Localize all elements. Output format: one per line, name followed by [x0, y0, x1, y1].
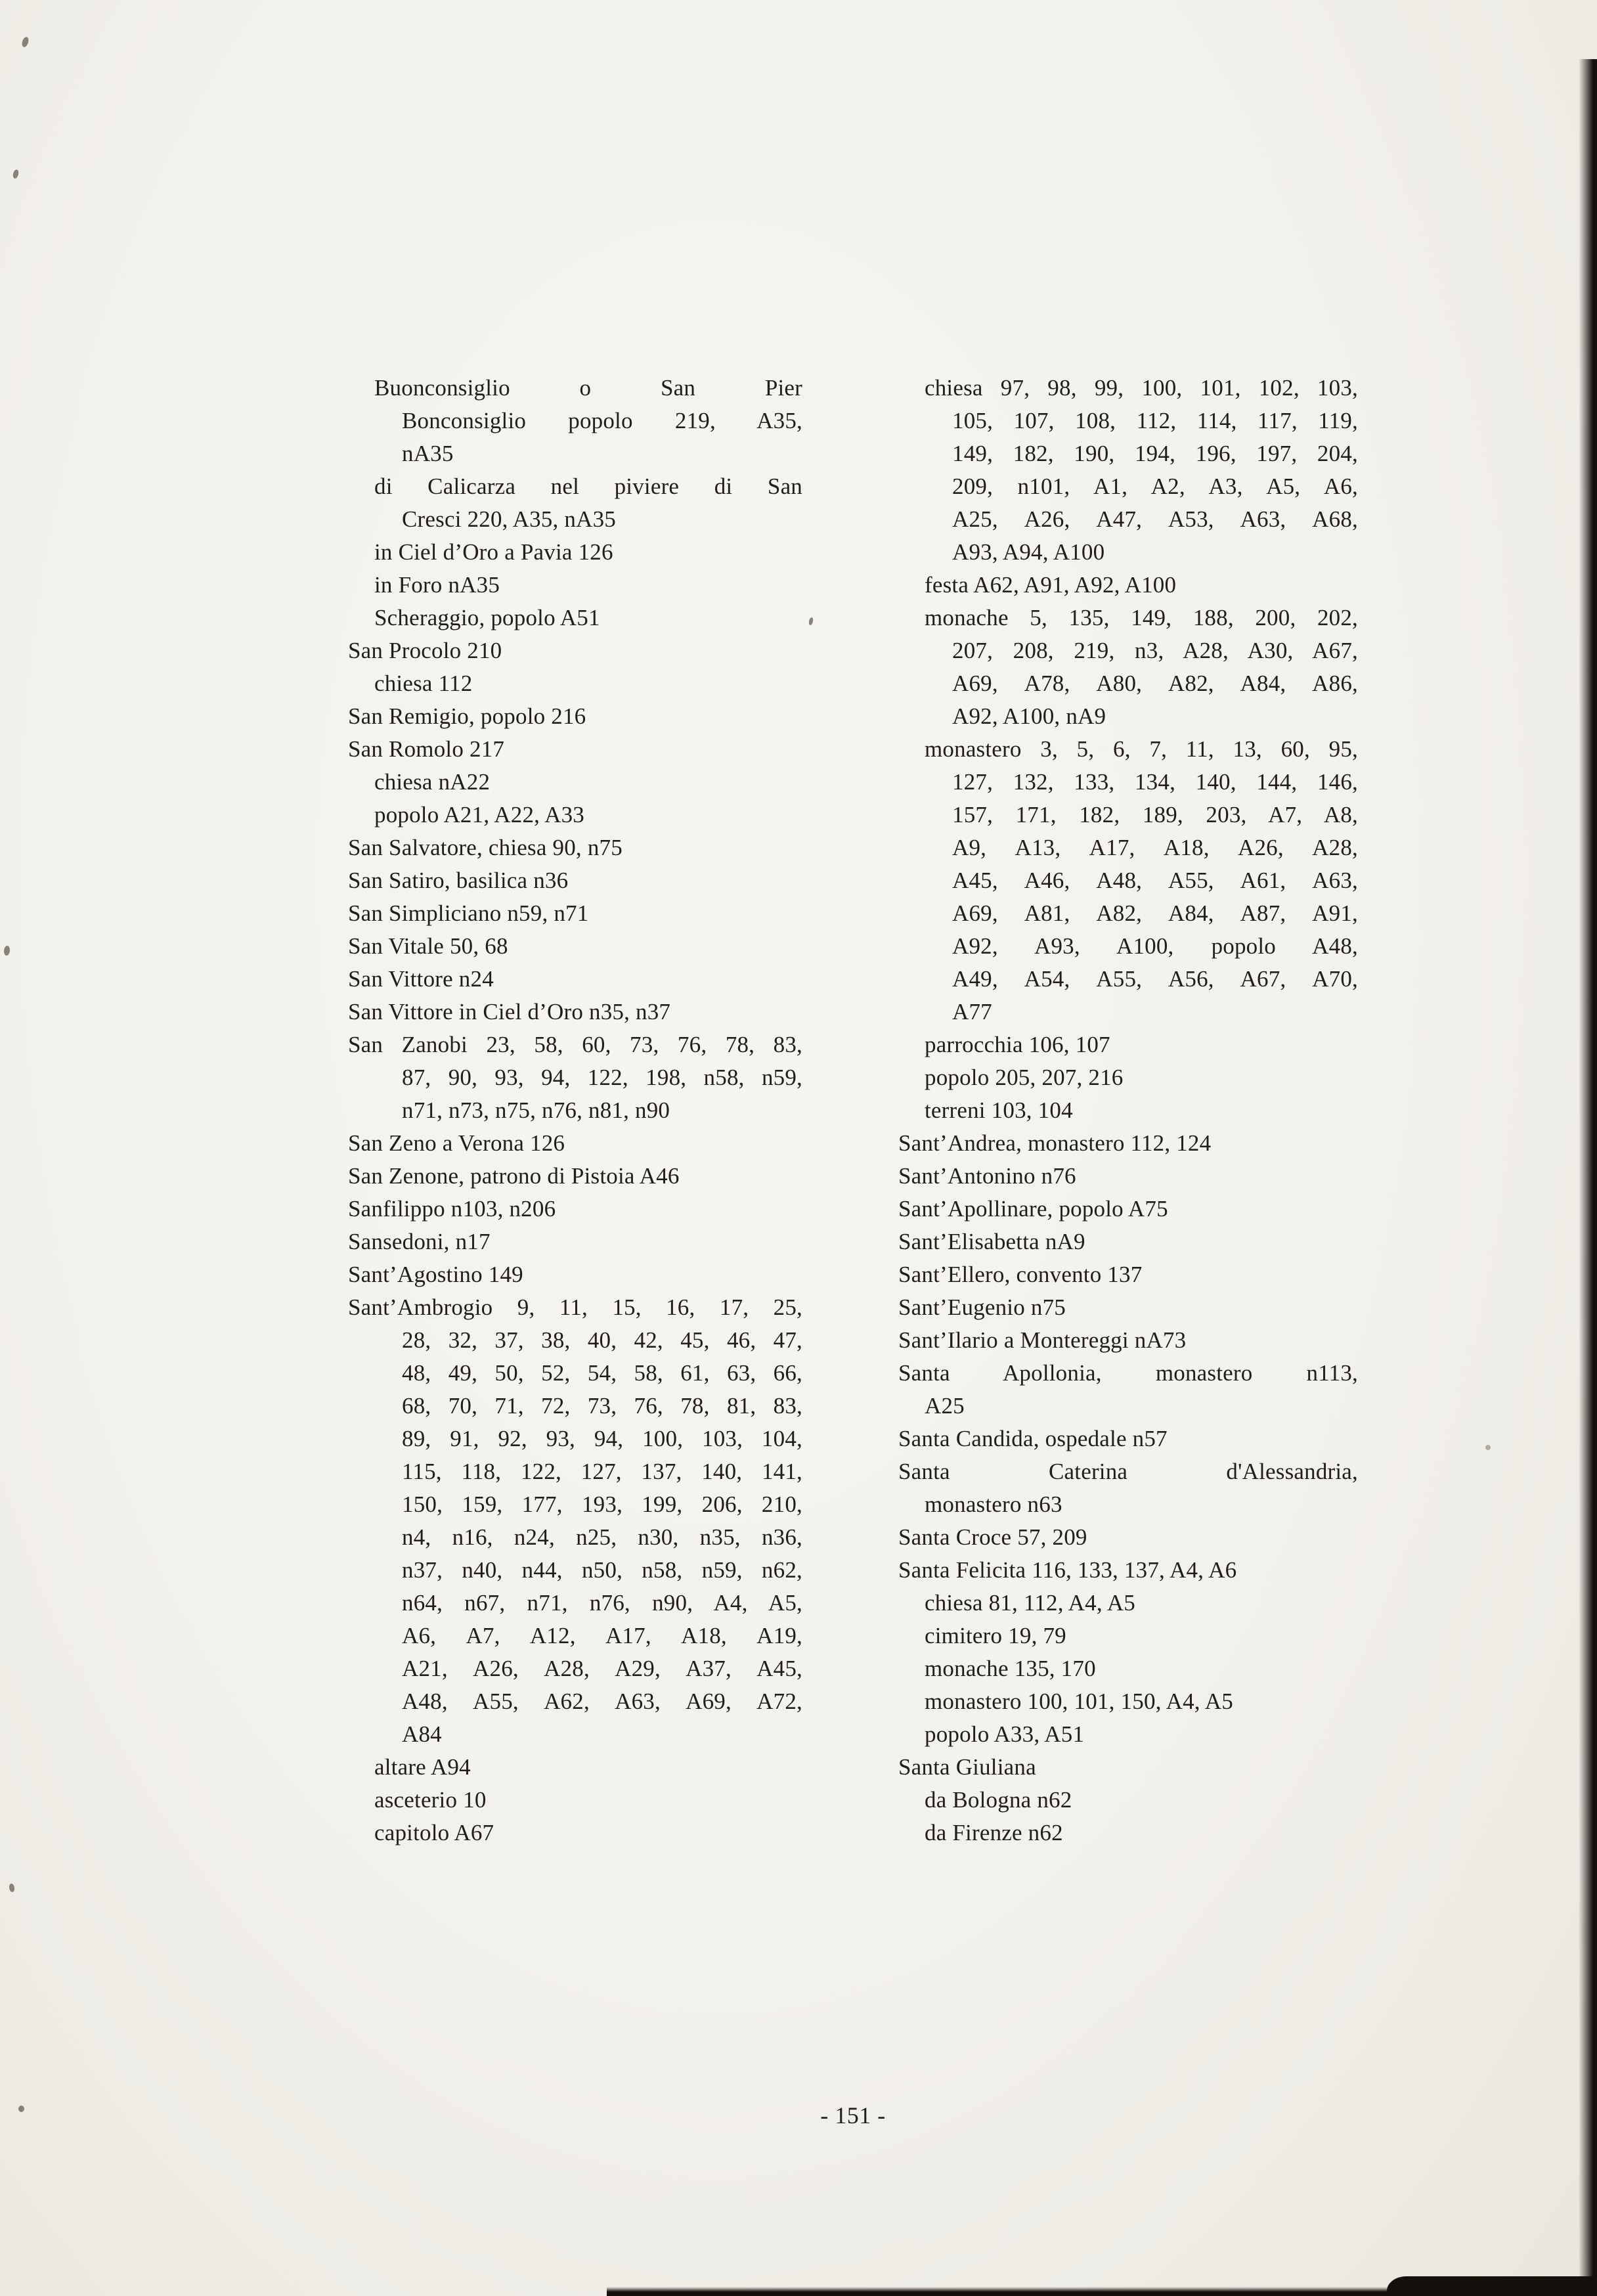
index-line: A84	[402, 1721, 442, 1747]
index-line: Scheraggio, popolo A51	[374, 605, 600, 630]
index-line: parrocchia 106, 107	[925, 1032, 1110, 1057]
index-line: San Simpliciano n59, n71	[348, 900, 589, 926]
index-line: A69, A81, A82, A84, A87, A91,	[952, 900, 1358, 926]
index-line: in Foro nA35	[374, 572, 500, 598]
index-line: Sant’Apollinare, popolo A75	[898, 1196, 1168, 1222]
index-line: festa A62, A91, A92, A100	[925, 572, 1177, 598]
index-line: Sanfilippo n103, n206	[348, 1196, 556, 1222]
index-line: 68, 70, 71, 72, 73, 76, 78, 81, 83,	[402, 1393, 802, 1419]
index-line: 207, 208, 219, n3, A28, A30, A67,	[952, 638, 1358, 663]
index-line: Santa Felicita 116, 133, 137, A4, A6	[898, 1557, 1237, 1583]
index-line: capitolo A67	[374, 1820, 494, 1845]
scan-speck	[3, 946, 11, 956]
index-line: A93, A94, A100	[952, 539, 1105, 565]
index-line: 89, 91, 92, 93, 94, 100, 103, 104,	[402, 1426, 802, 1451]
index-line: San Vittore in Ciel d’Oro n35, n37	[348, 999, 671, 1025]
index-line: 127, 132, 133, 134, 140, 144, 146,	[952, 769, 1358, 795]
index-line: A48, A55, A62, A63, A69, A72,	[402, 1689, 802, 1714]
index-line: n64, n67, n71, n76, n90, A4, A5,	[402, 1590, 802, 1616]
index-line: 28, 32, 37, 38, 40, 42, 45, 46, 47,	[402, 1327, 802, 1353]
index-line: A25	[925, 1393, 965, 1419]
index-line: A77	[952, 999, 992, 1025]
scan-speck	[808, 617, 814, 626]
index-line: monastero n63	[925, 1491, 1062, 1517]
scan-edge-corner	[1387, 2276, 1597, 2296]
index-column-left	[348, 372, 802, 1849]
index-line: Sant’Elisabetta nA9	[898, 1229, 1085, 1254]
index-line: monastero 100, 101, 150, A4, A5	[925, 1689, 1233, 1714]
index-line: n37, n40, n44, n50, n58, n59, n62,	[402, 1557, 802, 1583]
index-line: monastero 3, 5, 6, 7, 11, 13, 60, 95,	[925, 736, 1358, 762]
index-line: Sant’Ellero, convento 137	[898, 1262, 1143, 1287]
index-line: 115, 118, 122, 127, 137, 140, 141,	[402, 1459, 802, 1484]
index-line: A25, A26, A47, A53, A63, A68,	[952, 506, 1358, 532]
index-line: Sant’Ambrogio 9, 11, 15, 16, 17, 25,	[348, 1294, 802, 1320]
index-line: A45, A46, A48, A55, A61, A63,	[952, 868, 1358, 893]
index-line: asceterio 10	[374, 1787, 487, 1813]
index-line: in Ciel d’Oro a Pavia 126	[374, 539, 613, 565]
index-line: di Calicarza nel piviere di San	[374, 474, 802, 499]
index-line: San Zanobi 23, 58, 60, 73, 76, 78, 83,	[348, 1032, 802, 1057]
scan-edge-right	[1579, 59, 1597, 2296]
index-line: altare A94	[374, 1754, 471, 1780]
index-line: Santa Apollonia, monastero n113,	[898, 1360, 1358, 1386]
index-line: Santa Croce 57, 209	[898, 1524, 1087, 1550]
index-line: terreni 103, 104	[925, 1097, 1073, 1123]
index-line: A49, A54, A55, A56, A67, A70,	[952, 966, 1358, 992]
index-line: Buonconsiglio o San Pier	[374, 375, 802, 401]
index-line: Santa Giuliana	[898, 1754, 1036, 1780]
index-line: Sansedoni, n17	[348, 1229, 491, 1254]
index-line: monache 5, 135, 149, 188, 200, 202,	[925, 605, 1358, 630]
index-line: chiesa 81, 112, A4, A5	[925, 1590, 1135, 1616]
index-line: Bonconsiglio popolo 219, A35,	[402, 408, 802, 433]
index-line: popolo A33, A51	[925, 1721, 1085, 1747]
page-number: - 151 -	[820, 2102, 886, 2129]
index-line: Cresci 220, A35, nA35	[402, 506, 616, 532]
index-line: Santa Caterina d'Alessandria,	[898, 1459, 1358, 1484]
index-line: 48, 49, 50, 52, 54, 58, 61, 63, 66,	[402, 1360, 802, 1386]
index-line: San Zenone, patrono di Pistoia A46	[348, 1163, 680, 1189]
index-line: A9, A13, A17, A18, A26, A28,	[952, 835, 1358, 860]
index-line: San Remigio, popolo 216	[348, 703, 586, 729]
index-line: popolo A21, A22, A33	[374, 802, 585, 828]
index-line: Sant’Ilario a Montereggi nA73	[898, 1327, 1187, 1353]
index-column-right	[898, 372, 1358, 1849]
index-line: Sant’Agostino 149	[348, 1262, 523, 1287]
scan-speck	[21, 36, 30, 48]
index-line: chiesa 97, 98, 99, 100, 101, 102, 103,	[925, 375, 1358, 401]
index-line: 209, n101, A1, A2, A3, A5, A6,	[952, 474, 1358, 499]
index-line: da Firenze n62	[925, 1820, 1063, 1845]
index-line: n4, n16, n24, n25, n30, n35, n36,	[402, 1524, 802, 1550]
index-line: 105, 107, 108, 112, 114, 117, 119,	[952, 408, 1358, 433]
index-line: Sant’Antonino n76	[898, 1163, 1076, 1189]
index-line: A6, A7, A12, A17, A18, A19,	[402, 1623, 802, 1648]
index-line: Santa Candida, ospedale n57	[898, 1426, 1168, 1451]
index-line: 150, 159, 177, 193, 199, 206, 210,	[402, 1491, 802, 1517]
index-line: 157, 171, 182, 189, 203, A7, A8,	[952, 802, 1358, 828]
index-line: San Satiro, basilica n36	[348, 868, 569, 893]
scan-speck	[1485, 1445, 1491, 1450]
index-line: A69, A78, A80, A82, A84, A86,	[952, 671, 1358, 696]
scan-speck	[18, 2106, 24, 2112]
index-line: chiesa 112	[374, 671, 473, 696]
index-line: da Bologna n62	[925, 1787, 1072, 1813]
scan-speck	[9, 1883, 15, 1892]
index-line: n71, n73, n75, n76, n81, n90	[402, 1097, 670, 1123]
index-line: San Procolo 210	[348, 638, 502, 663]
index-line: A92, A93, A100, popolo A48,	[952, 933, 1358, 959]
index-line: monache 135, 170	[925, 1656, 1096, 1681]
index-line: popolo 205, 207, 216	[925, 1065, 1124, 1090]
index-line: San Vitale 50, 68	[348, 933, 508, 959]
scan-speck	[12, 169, 19, 179]
index-line: 149, 182, 190, 194, 196, 197, 204,	[952, 441, 1358, 466]
index-line: A92, A100, nA9	[952, 703, 1106, 729]
index-line: Sant’Eugenio n75	[898, 1294, 1066, 1320]
index-line: San Salvatore, chiesa 90, n75	[348, 835, 623, 860]
index-line: Sant’Andrea, monastero 112, 124	[898, 1130, 1212, 1156]
index-line: cimitero 19, 79	[925, 1623, 1066, 1648]
index-line: 87, 90, 93, 94, 122, 198, n58, n59,	[402, 1065, 802, 1090]
index-line: chiesa nA22	[374, 769, 491, 795]
index-line: nA35	[402, 441, 454, 466]
index-line: San Vittore n24	[348, 966, 494, 992]
index-line: San Romolo 217	[348, 736, 505, 762]
index-line: A21, A26, A28, A29, A37, A45,	[402, 1656, 802, 1681]
index-line: San Zeno a Verona 126	[348, 1130, 565, 1156]
